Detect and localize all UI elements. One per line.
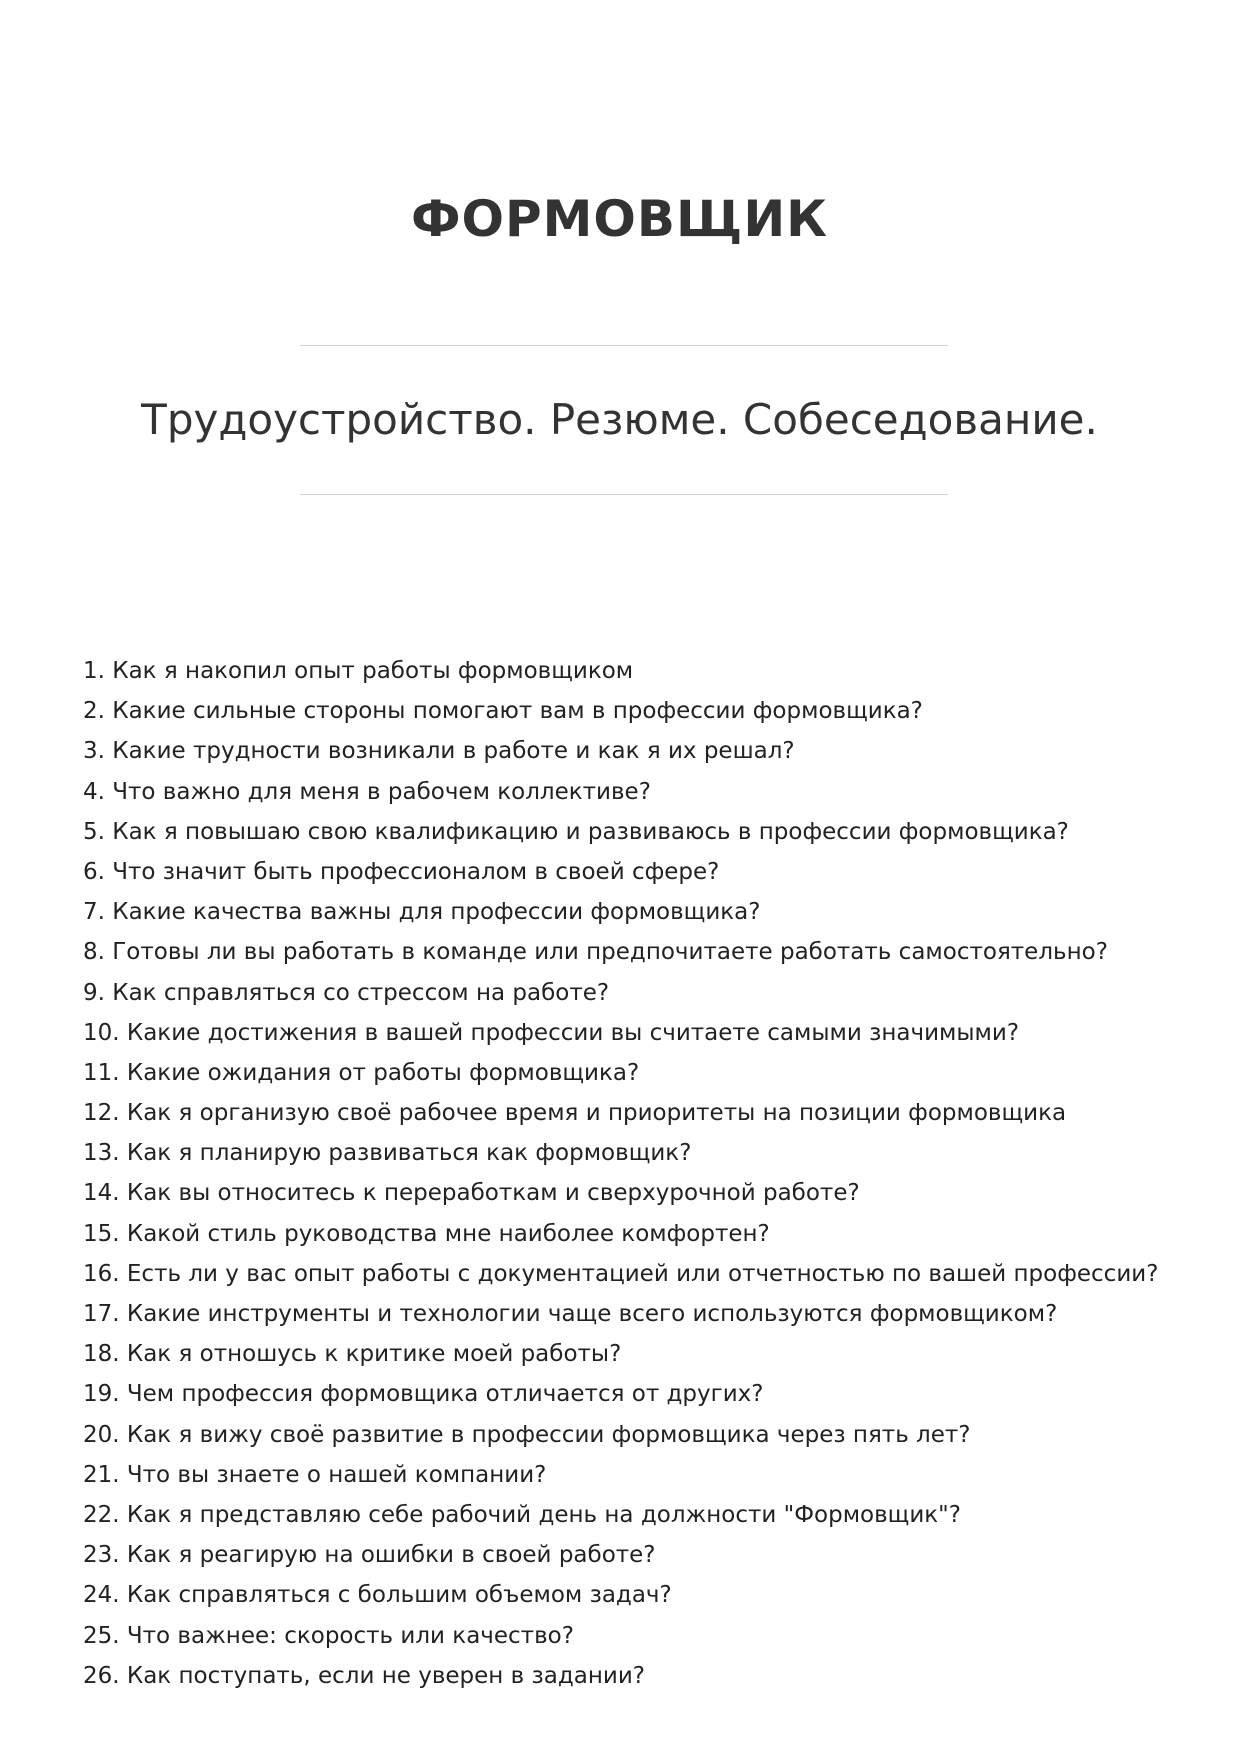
question-item: 5. Как я повышаю свою квалификацию и развиваюсь в профессии формовщика?: [83, 818, 1069, 845]
question-item: 7. Какие качества важны для профессии формовщика?: [83, 899, 761, 926]
question-item: 16. Есть ли у вас опыт работы с документацией или отчетностью по вашей профессии?: [83, 1260, 1159, 1287]
question-item: 6. Что значит быть профессионалом в своей сфере?: [83, 858, 720, 885]
bottom-divider: [300, 494, 948, 495]
question-item: 13. Как я планирую развиваться как формовщик?: [83, 1140, 692, 1167]
question-item: 19. Чем профессия формовщика отличается от других?: [83, 1381, 764, 1408]
question-list: [83, 651, 1158, 1696]
question-item: 21. Что вы знаете о нашей компании?: [83, 1461, 547, 1488]
question-item: 10. Какие достижения в вашей профессии вы считаете самыми значимыми?: [83, 1019, 1020, 1046]
question-item: 25. Что важнее: скорость или качество?: [83, 1622, 574, 1649]
question-item: 17. Какие инструменты и технологии чаще всего используются формовщиком?: [83, 1301, 1058, 1327]
question-item: 15. Какой стиль руководства мне наиболее комфортен?: [83, 1220, 770, 1247]
question-item: 12. Как я организую своё рабочее время и приоритеты на позиции формовщика: [83, 1100, 1067, 1127]
question-item: 8. Готовы ли вы работать в команде или предпочитаете работать самостоятельно?: [83, 939, 1108, 966]
question-item: 20. Как я вижу своё развитие в профессии формовщика через пять лет?: [83, 1421, 971, 1448]
question-item: 26. Как поступать, если не уверен в задании?: [83, 1662, 645, 1689]
question-item: 1. Как я накопил опыт работы формовщиком: [83, 658, 634, 684]
top-divider: [300, 345, 948, 346]
question-item: 4. Что важно для меня в рабочем коллективе?: [83, 778, 651, 805]
question-item: 24. Как справляться с большим объемом задач?: [83, 1582, 672, 1609]
question-item: 11. Какие ожидания от работы формовщика?: [83, 1059, 640, 1086]
question-item: 22. Как я представляю себе рабочий день на должности "Формовщик"?: [83, 1501, 961, 1528]
question-item: 9. Как справляться со стрессом на работе?: [83, 979, 610, 1006]
document-title: ФОРМОВЩИК: [410, 190, 829, 248]
question-item: 3. Какие трудности возникали в работе и как я их решал?: [83, 738, 795, 765]
document-subtitle: Трудоустройство. Резюме. Собеседование.: [141, 395, 1098, 444]
question-item: 18. Как я отношусь к критике моей работы?: [83, 1341, 622, 1368]
question-item: 14. Как вы относитесь к переработкам и сверхурочной работе?: [83, 1180, 860, 1207]
question-item: 2. Какие сильные стороны помогают вам в профессии формовщика?: [83, 698, 923, 725]
question-item: 23. Как я реагирую на ошибки в своей работе?: [83, 1542, 656, 1569]
